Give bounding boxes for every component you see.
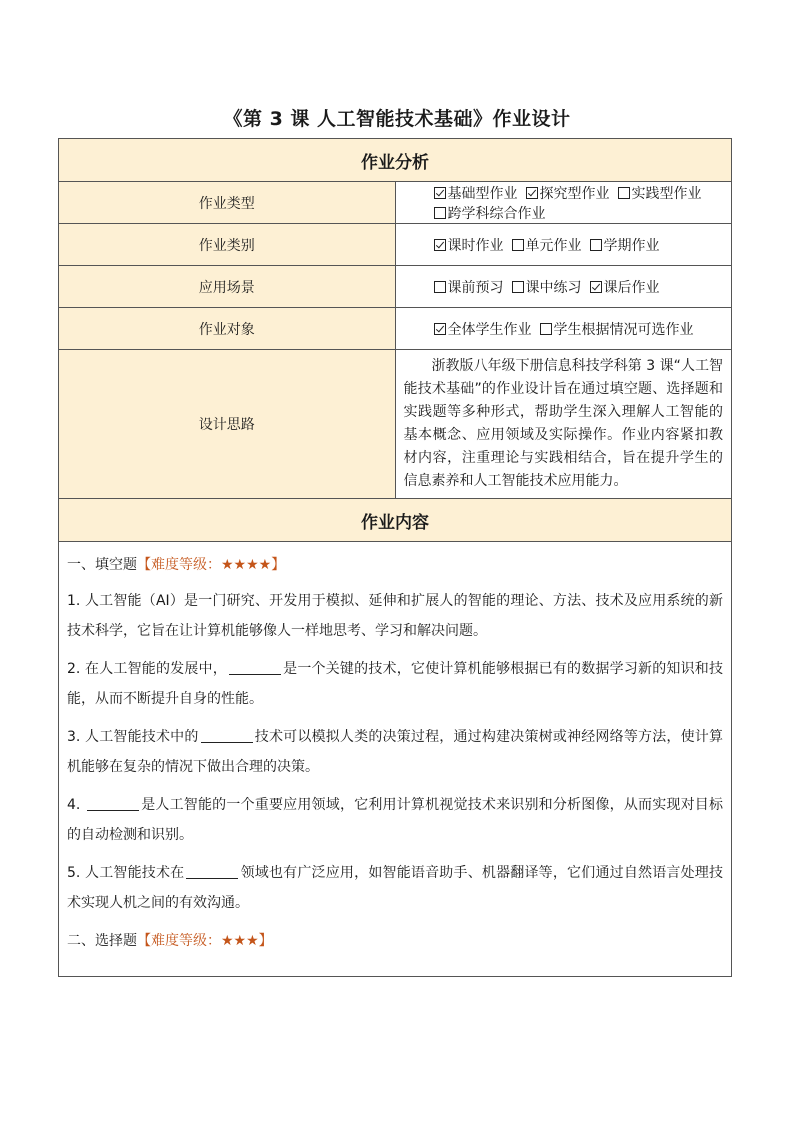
unchecked-box-icon[interactable] [434, 281, 446, 293]
assignment-table [58, 138, 732, 977]
option-item [434, 206, 546, 222]
table-row [59, 182, 732, 224]
option-item [540, 322, 694, 338]
difficulty-badge: 【难度等级：★★★】 [137, 933, 273, 949]
option-label: 课时作业 [447, 237, 504, 254]
option-label: 课前预习 [447, 279, 504, 296]
options-type [395, 182, 732, 224]
option-item [434, 280, 504, 296]
question-item: 1. 人工智能（AI）是一门研究、开发用于模拟、延伸和扩展人的智能的理论、方法、技术及应用系统的新技术科学，它旨在让计算机能够像人一样地思考、学习和解决问题。 [67, 593, 723, 639]
option-label: 基础型作业 [447, 185, 518, 202]
checked-box-icon[interactable] [590, 281, 602, 293]
row-label-scenario: 应用场景 [59, 266, 396, 308]
question-list [67, 586, 723, 918]
options-scenario [395, 266, 732, 308]
checked-box-icon[interactable] [526, 187, 538, 199]
document-title: 《第 3 课 人工智能技术基础》作业设计 [223, 108, 571, 130]
row-label-category: 作业类别 [59, 224, 396, 266]
blank-line[interactable] [201, 728, 253, 743]
table-row [59, 266, 732, 308]
option-label: 学生根据情况可选作业 [553, 321, 694, 338]
option-item [434, 238, 504, 254]
option-item [512, 238, 582, 254]
option-label: 单元作业 [525, 237, 582, 254]
table-row [59, 308, 732, 350]
design-idea-text: 浙教版八年级下册信息科技学科第 3 课“人工智能技术基础”的作业设计旨在通过填空题、选择题和实践题等多种形式，帮助学生深入理解人工智能的基本概念、应用领域及实际操作。作业内容紧扣教材内容，注重理论与实践相结合，旨在提升学生的信息素养和人工智能技术应用能力。 [395, 350, 732, 499]
unchecked-box-icon[interactable] [540, 323, 552, 335]
option-item [590, 238, 660, 254]
content-heading: 作业内容 [59, 499, 732, 542]
unchecked-box-icon[interactable] [512, 281, 524, 293]
table-row [59, 224, 732, 266]
options-target [395, 308, 732, 350]
question-item: 2. 在人工智能的发展中， 是一个关键的技术，它使计算机能够根据已有的数据学习新的知识和技能，从而不断提升自身的性能。 [67, 661, 723, 707]
question-item: 5. 人工智能技术在 领域也有广泛应用，如智能语音助手、机器翻译等，它们通过自然语言处理技术实现人机之间的有效沟通。 [67, 865, 724, 911]
option-label: 课后作业 [603, 279, 660, 296]
option-label: 学期作业 [603, 237, 660, 254]
blank-line[interactable] [186, 864, 238, 879]
option-item [590, 280, 660, 296]
unchecked-box-icon[interactable] [618, 187, 630, 199]
table-row [59, 350, 732, 499]
option-item [618, 186, 702, 202]
question-item: 4. 是人工智能的一个重要应用领域，它利用计算机视觉技术来识别和分析图像，从而实现对目标的自动检测和识别。 [67, 797, 724, 843]
section-choice: 二、选择题【难度等级：★★★】 [67, 933, 273, 949]
unchecked-box-icon[interactable] [512, 239, 524, 251]
checked-box-icon[interactable] [434, 239, 446, 251]
options-category [395, 224, 732, 266]
row-label-design: 设计思路 [59, 350, 396, 499]
option-item [434, 322, 532, 338]
analysis-heading: 作业分析 [59, 139, 732, 182]
checked-box-icon[interactable] [434, 187, 446, 199]
unchecked-box-icon[interactable] [434, 207, 446, 219]
option-item [512, 280, 582, 296]
option-item [434, 186, 518, 202]
option-label: 课中练习 [525, 279, 582, 296]
option-label: 跨学科综合作业 [447, 205, 546, 222]
unchecked-box-icon[interactable] [590, 239, 602, 251]
blank-line[interactable] [229, 660, 281, 675]
option-label: 探究型作业 [539, 185, 610, 202]
difficulty-badge: 【难度等级：★★★★】 [137, 557, 286, 573]
option-label: 全体学生作业 [447, 321, 532, 338]
row-label-type: 作业类型 [59, 182, 396, 224]
content-body [59, 542, 732, 977]
section-fill-blank: 一、填空题【难度等级：★★★★】 [67, 557, 286, 573]
checked-box-icon[interactable] [434, 323, 446, 335]
option-label: 实践型作业 [631, 185, 702, 202]
blank-line[interactable] [87, 796, 139, 811]
option-item [526, 186, 610, 202]
row-label-target: 作业对象 [59, 308, 396, 350]
question-item: 3. 人工智能技术中的 技术可以模拟人类的决策过程，通过构建决策树或神经网络等方法，使计算机能够在复杂的情况下做出合理的决策。 [67, 729, 723, 775]
